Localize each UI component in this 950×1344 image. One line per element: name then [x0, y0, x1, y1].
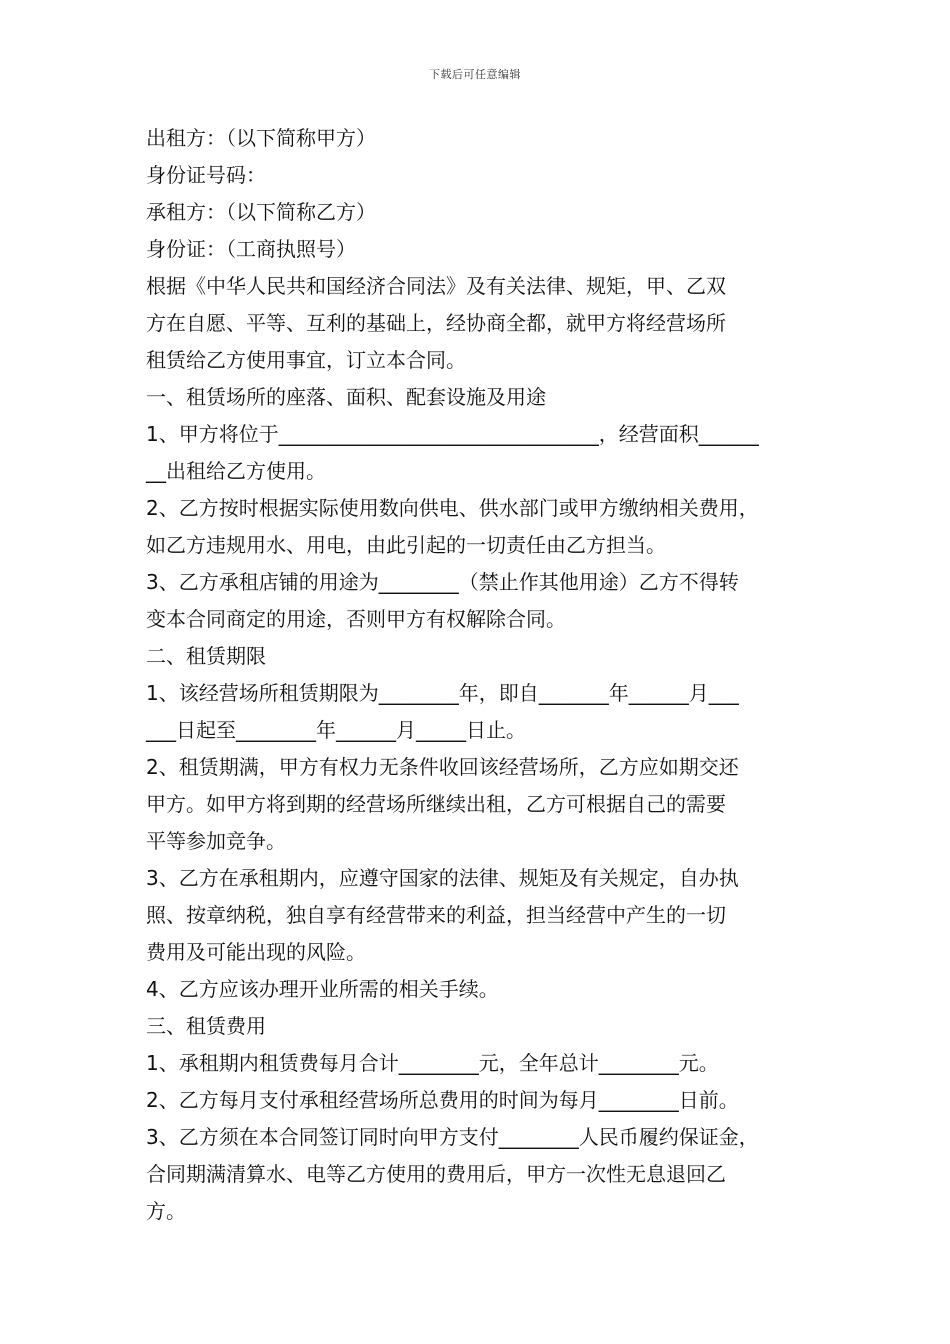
section-2-heading: 二、租赁期限	[146, 644, 266, 668]
clause-1-1-line-1: 1、甲方将位于________________________________，经营面积______	[146, 422, 759, 446]
clause-2-3-line-3: 费用及可能出现的风险。	[146, 940, 366, 964]
lessor-id-line: 身份证号码：	[146, 163, 266, 187]
clause-2-2-line-3: 平等参加竞争。	[146, 829, 286, 853]
clause-3-2: 2、乙方每月支付承租经营场所总费用的时间为每月________日前。	[146, 1088, 739, 1112]
clause-1-3-line-2: 变本合同商定的用途，否则甲方有权解除合同。	[146, 607, 566, 631]
clause-2-3-line-2: 照、按章纳税，独自享有经营带来的利益，担当经营中产生的一切	[146, 903, 726, 927]
clause-2-1-line-2: ___日起至________年______月_____日止。	[146, 718, 526, 742]
preamble-line-3: 租赁给乙方使用事宜，订立本合同。	[146, 348, 466, 372]
clause-1-1-line-2: __出租给乙方使用。	[146, 459, 326, 483]
section-3-heading: 三、租赁费用	[146, 1014, 266, 1038]
clause-1-2-line-1: 2、乙方按时根据实际使用数向供电、供水部门或甲方缴纳相关费用，	[146, 496, 759, 520]
clause-3-3-line-3: 方。	[146, 1199, 186, 1223]
clause-3-3-line-1: 3、乙方须在本合同签订同时向甲方支付________人民币履约保证金，	[146, 1125, 759, 1149]
clause-1-2-line-2: 如乙方违规用水、用电，由此引起的一切责任由乙方担当。	[146, 533, 666, 557]
page-header: 下载后可任意编辑	[429, 68, 521, 81]
clause-1-3-line-1: 3、乙方承租店铺的用途为________（禁止作其他用途）乙方不得转	[146, 570, 739, 594]
clause-2-1-line-1: 1、该经营场所租赁期限为________年，即自_______年______月___	[146, 681, 739, 705]
lessor-line: 出租方：（以下简称甲方）	[146, 126, 376, 150]
preamble-line-1: 根据《中华人民共和国经济合同法》及有关法律、规矩，甲、乙双	[146, 274, 726, 298]
clause-2-2-line-1: 2、租赁期满，甲方有权力无条件收回该经营场所，乙方应如期交还	[146, 755, 739, 779]
clause-2-3-line-1: 3、乙方在承租期内，应遵守国家的法律、规矩及有关规定，自办执	[146, 866, 739, 890]
clause-2-2-line-2: 甲方。如甲方将到期的经营场所继续出租，乙方可根据自己的需要	[146, 792, 726, 816]
preamble-line-2: 方在自愿、平等、互利的基础上，经协商全都，就甲方将经营场所	[146, 311, 726, 335]
section-1-heading: 一、租赁场所的座落、面积、配套设施及用途	[146, 385, 546, 409]
clause-3-1: 1、承租期内租赁费每月合计________元，全年总计________元。	[146, 1051, 719, 1075]
lessee-line: 承租方：（以下简称乙方）	[146, 200, 376, 224]
clause-3-3-line-2: 合同期满清算水、电等乙方使用的费用后，甲方一次性无息退回乙	[146, 1162, 726, 1186]
contract-body	[146, 120, 811, 1230]
lessee-id-line: 身份证：（工商执照号）	[146, 237, 356, 261]
clause-2-4: 4、乙方应该办理开业所需的相关手续。	[146, 977, 499, 1001]
